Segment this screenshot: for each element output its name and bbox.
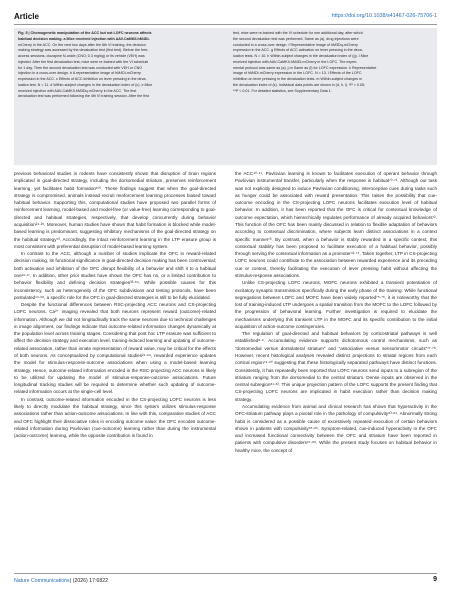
header-divider	[14, 24, 437, 25]
paragraph: Despite the functional differences between RSC-projecting ACC neurons and CS-projecting LOFC neurons, Ca²⁺ imaging revealed that both neurons represent reward (outcome)-related information. Although we did not longitudinally track the same neurons due to technical challenges in image alignment, our findings indicate that outcome-related information changes dynamically at the population level across training stages. Considering that post hoc LTP erasure was sufficient to affect the decision strategy and execution level, training-induced learning and updating of outcome-related association, rather than innate representation of reward value, may be critical for the effects of both neurons. As conceptualized by computational studies²⁴·⁶⁹, rewarded experience updates the model for stimulus-response-outcome associations when using a model-based learning strategy. Hence, outcome-related information encoded in the RSC-projecting ACC neurons is likely to be utilized for updating the model of stimulus-response-outcome associations. Future longitudinal tracking studies will be required to determine whether such updating of outcome-related information occurs at the single-cell level.	[14, 302, 216, 395]
paragraph: In contrast, outcome-related information encoded in the CS-projecting LOFC neurons is less likely to directly modulate the habitual strategy, since this system utilizes stimulus-response associations rather than action-outcome associations. In line with this, comparative studies of ACC and OFC highlight their dissociative roles in encoding outcome value: the OFC encodes outcome-related information during Pavlovian (cue-outcome) learning rather than during the instrumental (action-outcome) learning, while the opposite contribution is found in	[14, 396, 216, 439]
footer-divider	[14, 573, 437, 574]
body-right-column	[235, 170, 437, 454]
paragraph: previous behavioral studies in rodents have consistently shown that disruption of brain regions implicated in goal-directed strategy, including the dorsomedial striatum, preserves reinforcement learning, yet facilitates habit formation¹⁰⁰. These findings suggest that when the goal-directed strategy is compromised, animals instead recruit reinforcement learning processes biased toward habitual behavior. Supporting this, computational studies have proposed two parallel forms of reinforcement learning, model-based and model-free (or value-free) learning corresponding to goal-directed and habitual strategies, respectively, that develop concurrently during behavior acquisition²⁴·²⁵. Moreover, human studies have shown that habit formation is blocked while model-based learning is predominant, suggesting inhibitory mechanisms of the goal-directed strategy on the habitual strategy⁷³. Accordingly, the intact reinforcement learning in the LTP erasure group is most consistent with preferential disruption of model-based learning system.	[14, 171, 216, 249]
paragraph: the ACC⁴⁰·⁴¹. Pavlovian learning is known to facilitates execution of operant behavior through Pavlovian instrumental transfer, particularly when the response is habitual⁷⁰·⁷¹. Although our task was not explicitly designed to induce Pavlovian conditioning, interoceptive cues during tasks such as hunger could be associated with reward presentation. This raises the possibility that cue-outcome encoding in the CS-projecting LOFC neurons facilitates execution level of habitual behavior. In addition, it has been reported that the OFC is critical for contextual knowledge of outcome expectation, which hierarchically regulates performance of already acquired behaviors⁷². This function of the OFC has been mainly discussed in relation to flexible adaptation of behaviors according to contextual discrimination, where subjects learn distinct associations in a context specific manner⁷³. By contrast, when a behavior is stably rewarded in a specific context, this contextual stability has been proposed to facilitate execution of a habitual behavior, possibly through serving the contextual information as a promoter⁴²·⁷⁴. Taken together, LTP in CS-projecting LOFC neurons could contribute to the association between rewarded experience and its preceding cue or context, thereby facilitating the execution of lever pressing habit without affecting the stimulus-response associations.	[235, 171, 437, 278]
page-number: 9	[433, 576, 437, 583]
legend-line: expression in the ACC. g Effects of ACC activation on lever pressing in the deva-	[233, 48, 363, 53]
legend-line: expression in the ACC. c Effects of ACC inhibition on lever pressing in the deva-	[18, 77, 147, 81]
section-heading: Article	[14, 12, 39, 21]
figure-legend-right-column	[233, 31, 433, 94]
paragraph: Unlike CS-projecting LOFC neurons, MOFC neurons exhibited a transient potentiation of excitatory synaptic transmission specifically during the early phase of the training. While functional segregations between LOFC and MOFC have been widely reported⁷⁵·⁷⁶, it is noteworthy that the lost of training-induced LTP undergoes a spatial transition from the MOFC to the LOFC followed by the progression of behavioral learning. Further investigation is required to elucidate the mechanisms underlying this transient LTP in the MOFC and its specific contribution to the initial acquisition of action-outcome contingencies.	[235, 280, 437, 329]
journal-name: Nature Communications	[14, 578, 70, 584]
body-left-column	[14, 170, 216, 439]
legend-line: Fig. 5 | Chomogenetic manipulation of the ACC but not LOFC neurons affects	[18, 31, 152, 35]
paragraph: The regulation of goal-directed and habitual behaviors by corticostriatal pathways is well established⁸·⁹. Accumulating evidence supports dichotomous control mechanisms, such as “dorsomedial versus dorsolateral striatum” and “associative versus sensorimotor circuits”⁷⁷·⁷⁸. However, recent histological analyses revealed distinct projections to striatal regions from each cortical region⁷⁹·⁸⁰ suggesting that these histologically separated pathways have distinct functions. Consistently, it has repeatedly been reported that LOFC neurons send inputs to a subregion of the striatum ranging from the dorsomedial to the central striatum. Dense inputs are observed in the central subregion⁸¹·⁸². This unique projection pattern of the LOFC supports the present finding that CS-projecting LOFC neurons are implicated in habit execution rather than decision making strategy.	[235, 331, 437, 402]
legend-line: habitual decision making. a Mice received injection with AAV-CaMKII-hM4Di-	[18, 36, 150, 41]
legend-line: mCherry in the ACC. On the next two days after the 6th VI training, the decision	[18, 42, 146, 47]
legend-line: conducted in a cross-over design. f Representative image of hM3Dq-mCherry	[233, 42, 358, 47]
legend-line: luation tests. N = 10. h Within-subject changes in the devaluation index of (g). i Mice	[233, 54, 369, 58]
paragraph: Accumulating evidence from animal and clinical research has shown that hyperactivity in the OFC-striatum pathway plays a pivotal role in the pathology of compulsivity⁸³·⁸⁴. Abnormally strong habit is considered as a possible cause of excessively repeated execution of certain behaviors shown in patients with compulsivity⁸⁵·⁸⁶. Symptom-related, cue-induced hyperactivity in the OFC and increased functional connectivity between the OFC and striatum have been reported in patients with compulsive disorders⁸⁷·⁸⁸. While the present study focuses on habitual behavior in healthy mice, the concept of	[235, 404, 437, 453]
legend-line: for 1 day. Then the second devaluation test was conducted with VEH or CNO	[18, 65, 143, 70]
legend-line: making strategy was assessed by the devaluation test (first test). Before the free-	[18, 48, 149, 53]
legend-line: **P < 0.01. For detailed statistics, see Supplementary Data 1.	[233, 88, 332, 93]
legend-line: luation test. N = 11. d Within-subject changes in the devaluation index of (c). e Mice	[18, 82, 153, 87]
legend-line: inhibition on lever pressing in the devaluation tests. m Within-subject changes in	[233, 77, 362, 81]
legend-line: test, mice were re-trained with the VI schedule for one additional day, after which	[233, 31, 363, 35]
citation-info: | (2026) 17:6822	[70, 578, 108, 584]
doi-link[interactable]: https://doi.org/10.1038/s41467-026-75706-1	[331, 13, 437, 19]
legend-line: the devaluation index of (k). Individual data points are shown in (d, h, l). *P < 0.05;	[233, 82, 365, 87]
legend-line: received injection with AAV-CaMKII-hM3Dq-mCherry in the ACC. The first	[18, 88, 137, 93]
paragraph: In contrast to the ACC, although a number of studies implicate the OFC in reward-related decision making, its functional significance in goal-directed decision making has been controversial; both activation and inhibition of the OFC disrupt flexibility of a behavior and shift it to a habitual one¹⁶·¹⁷. In addition, other prior studies have shown the OFC has no, or a limited contribution to behavior flexibility and defining decision strategies³³·⁸⁴. While possible causes for this inconsistency, such as heterogeneity of the OFC subdivisions and testing protocols, have been postulated¹⁴·⁶⁸, a specific role for the OFC in goal-directed strategies is still to be fully elucidated.	[14, 251, 216, 300]
legend-line: mental protocol was same as (a). j-m Same as (f) for LOFC expression. k Representative	[233, 65, 377, 70]
figure-legend-left-column	[18, 31, 218, 100]
legend-line: injected. After the first devaluation test, mice were re-trained with the VI schedule	[18, 59, 149, 64]
legend-line: the second devaluation test was performed. Same as (a), drug injections were	[233, 36, 359, 41]
legend-line: image of hM4Di-mCherry expression in the LOFC. N = 13. l Effects of the LOFC	[233, 71, 362, 76]
figure-legend	[14, 28, 437, 165]
legend-line: access sessions, clozapine N-oxide (CNO; 0.3 mg/kg) or its vehicle (VEH) was	[18, 54, 145, 58]
legend-line: devaluation test was performed following the 4th VI training session. After the first	[18, 94, 150, 99]
legend-line: injection in a cross-over design. b A representative image of hM4Di-mCherry	[18, 71, 141, 76]
legend-line: received injection with AAV-CaMKII-hM4Di-mCherry in the LOFC. The experi-	[233, 59, 358, 64]
